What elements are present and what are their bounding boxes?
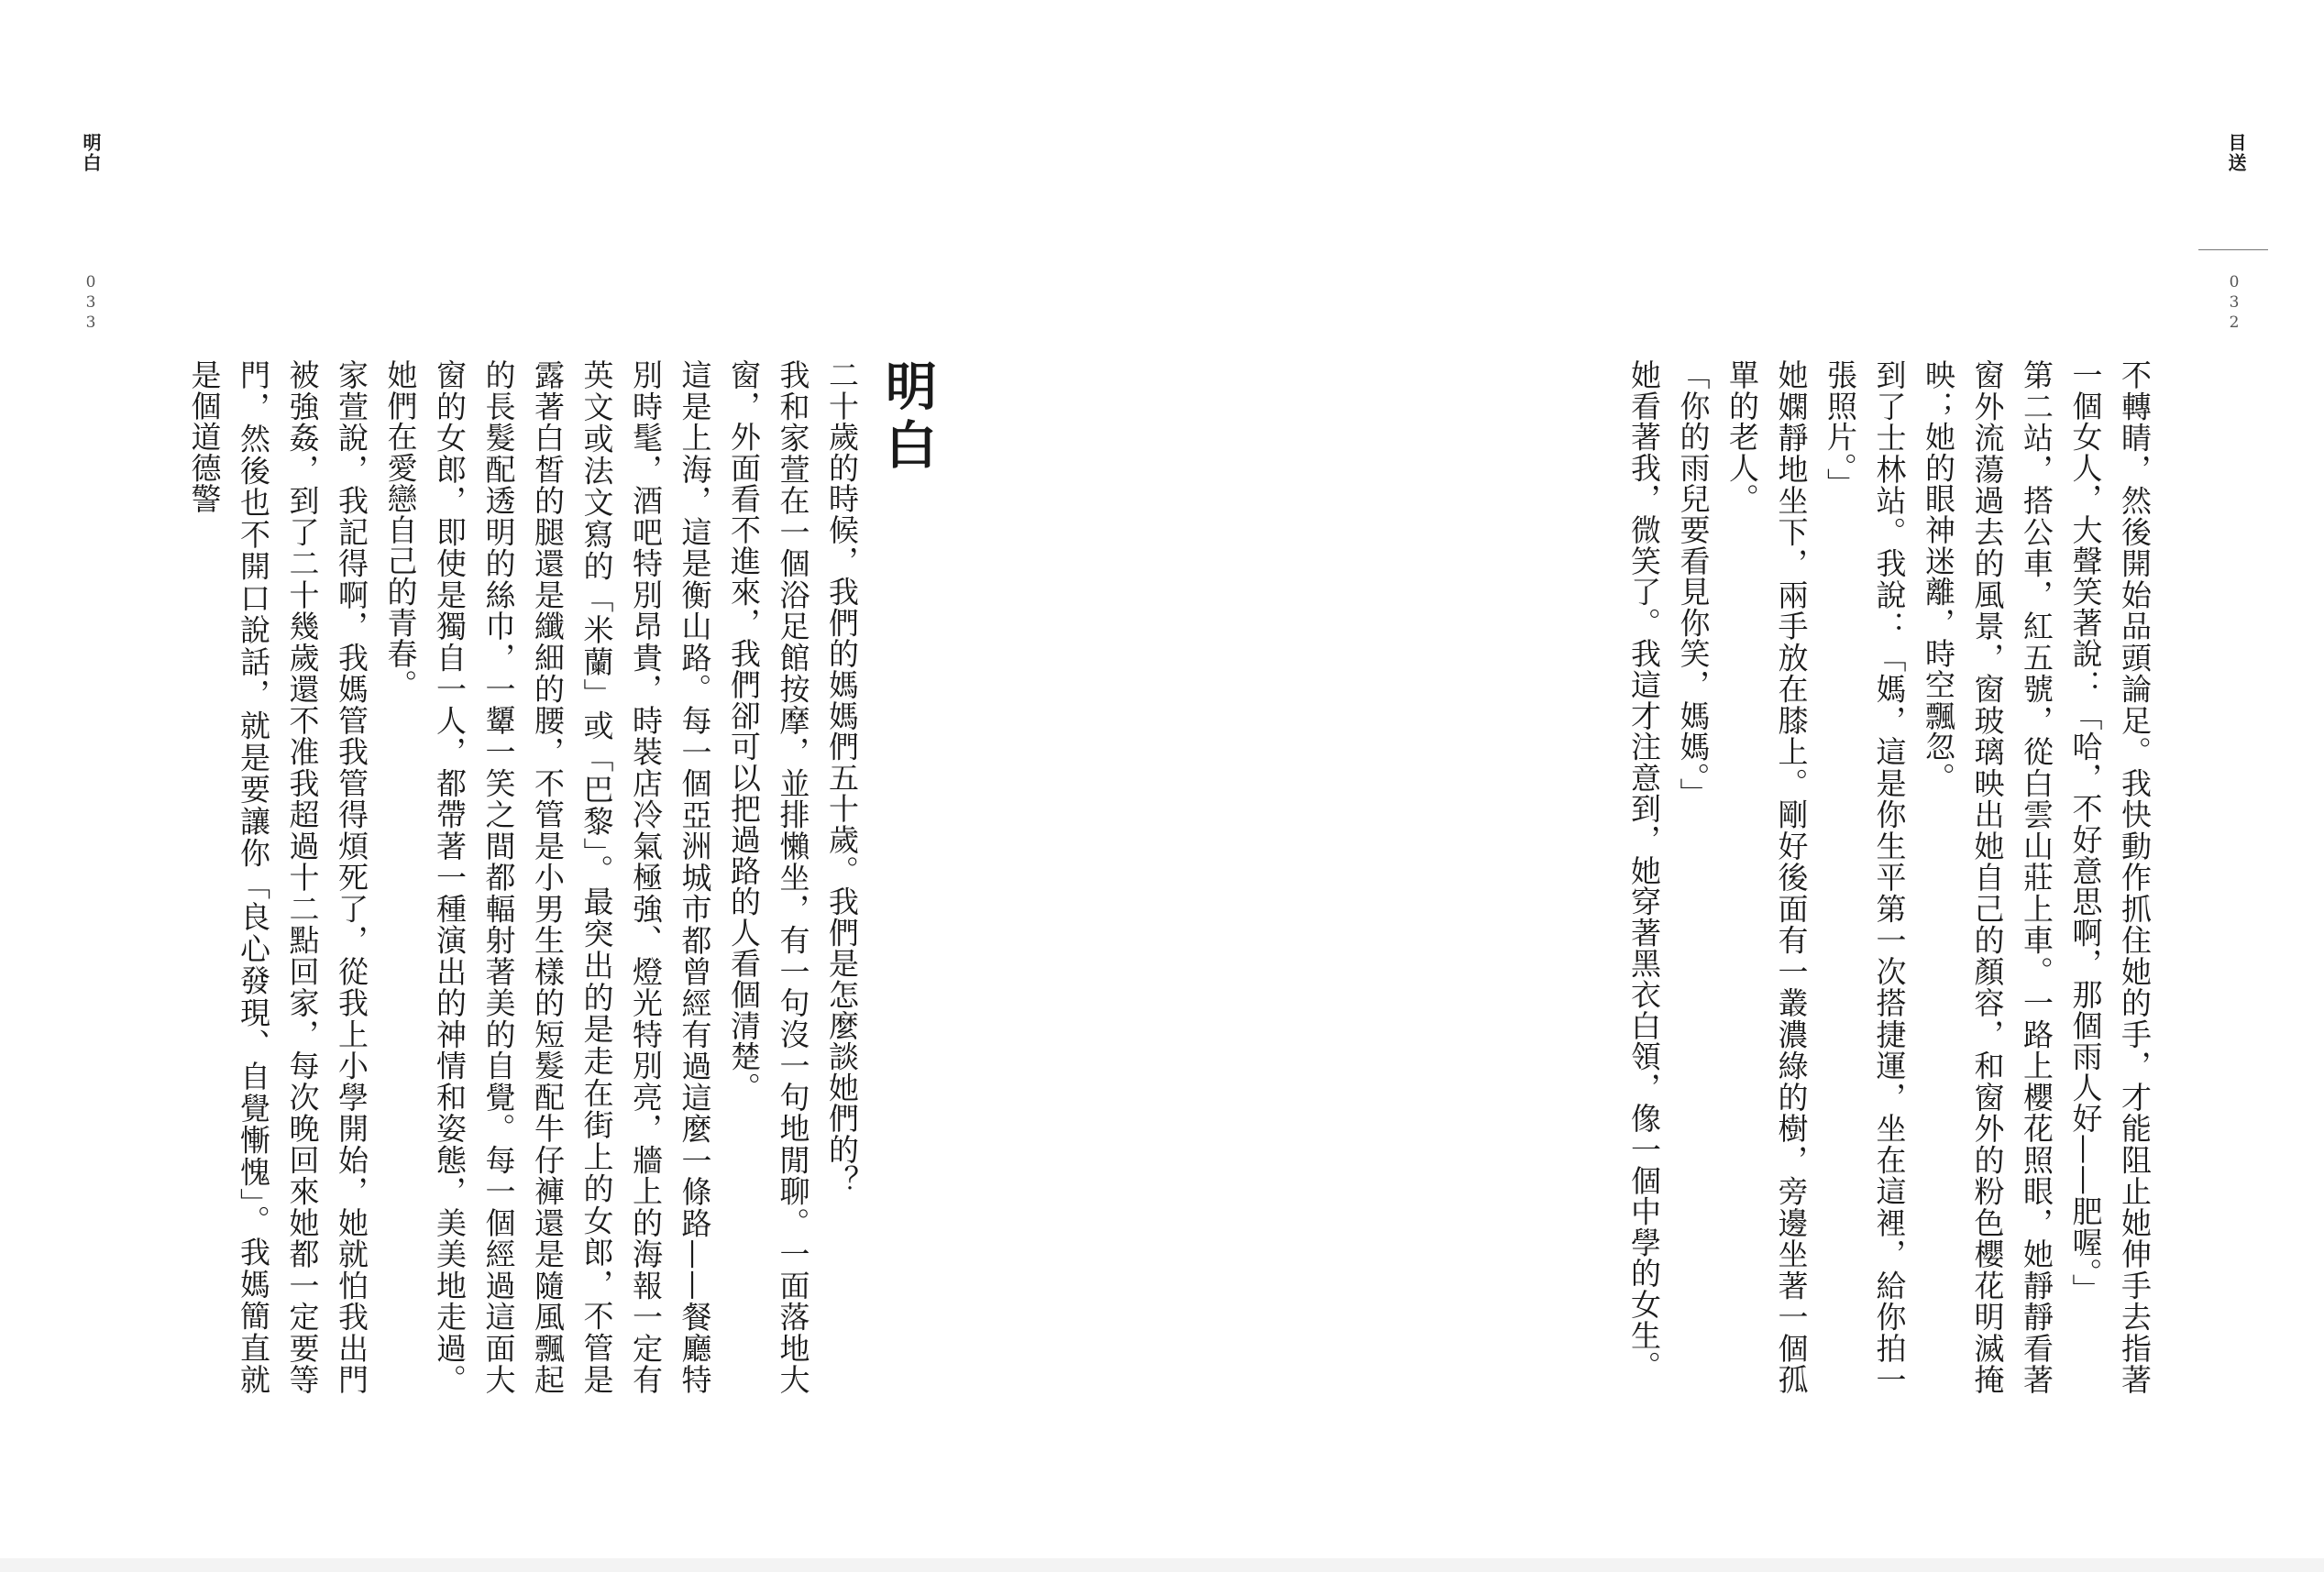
chapter-title: 明白 [877,359,938,477]
right-paragraph-2: 第二站，搭公車，紅五號，從白雲山莊上車。一路上櫻花照眼，她靜靜看著窗外流蕩過去的風景，窗玻璃映出她自己的顏容，和窗外的粉色櫻花明滅掩映；她的眼神迷離，時空飄忽。 [1921,359,2054,1395]
running-title-right: 目送 [2225,133,2247,173]
left-paragraph-4: 家萱說，我記得啊，我媽管我管得煩死了，從我上小學開始，她就怕我出門被強姦，到了二十幾歲還不准我超過十二點回家，每次晚回來她都一定要等門，然後也不開口說話，就是要讓你「良心發現、自覺慚愧」。我媽簡直就是個道德警 [186,359,369,1395]
right-page-body [1105,359,2159,1395]
page-number-left: 033 [82,273,100,334]
page-bottom-edge [0,1558,2324,1572]
right-paragraph-4: 她嫻靜地坐下，兩手放在膝上。剛好後面有一叢濃綠的樹，旁邊坐著一個孤單的老人。 [1724,359,1810,1395]
right-paragraph-5: 「你的雨兒要看見你笑，媽媽。」 [1675,359,1712,809]
left-paragraph-2: 我和家萱在一個浴足館按摩，並排懶坐，有一句沒一句地閒聊。一面落地大窗，外面看不進來，我們卻可以把過路的人看個清楚。 [726,359,811,1395]
page-number-right: 032 [2225,273,2243,334]
left-page-body [142,359,866,1395]
right-paragraph-1: 不轉睛，然後開始品頭論足。我快動作抓住她的手，才能阻止她伸手去指著一個女人，大聲笑著說：「哈，不好意思啊，那個雨人好——肥喔。」 [2067,359,2153,1395]
right-paragraph-3: 到了士林站。我說：「媽，這是你生平第一次搭捷運，坐在這裡，給你拍一張照片。」 [1823,359,1908,1395]
running-title-left: 明白 [80,133,102,173]
left-paragraph-1: 二十歲的時候，我們的媽媽們五十歲。我們是怎麼談她們的？ [824,359,860,1196]
header-rule [2198,249,2268,250]
right-paragraph-6: 她看著我，微笑了。我這才注意到，她穿著黑衣白領，像一個中學的女生。 [1626,359,1662,1382]
left-paragraph-3: 這是上海，這是衡山路。每一個亞洲城市都曾經有過這麼一條路——餐廳特別時髦，酒吧特別昂貴，時裝店冷氣極強、燈光特別亮，牆上的海報一定有英文或法文寫的「米蘭」或「巴黎」。最突出的是走在街上的女郎，不管是露著白皙的腿還是纖細的腰，不管是小男生樣的短髮配牛仔褲還是隨風飄起的長髮配透明的絲巾，一顰一笑之間都輻射著美的自覺。每一個經過這面大窗的女郎，即使是獨自一人，都帶著一種演出的神情和姿態，美美地走過。她們在愛戀自己的青春。 [382,359,713,1395]
